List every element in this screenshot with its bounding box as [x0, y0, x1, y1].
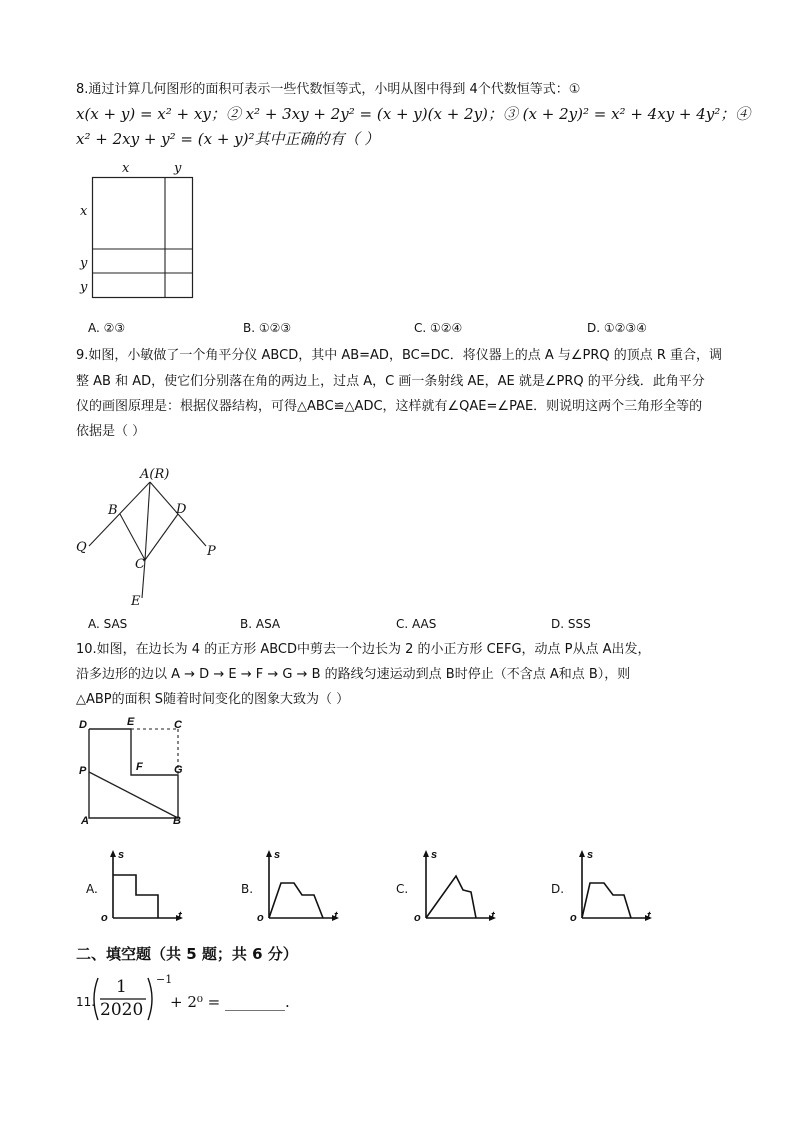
q8-label-left-x: x — [80, 204, 88, 219]
q8-option-a[interactable]: A. ②③ — [88, 321, 126, 335]
q10-graph-b — [256, 850, 341, 925]
q8-option-c[interactable]: C. ①②④ — [414, 321, 463, 335]
q10-graph-c-o: o — [414, 912, 421, 924]
q10-graph-c — [413, 850, 498, 925]
q10-label-e: E — [127, 716, 135, 728]
q8-option-d[interactable]: D. ①②③④ — [587, 321, 647, 335]
q9-label-a: A(R) — [140, 467, 170, 482]
q10-label-g: G — [174, 764, 183, 776]
q9-label-c: C — [135, 557, 145, 572]
q10-label-c: C — [174, 719, 182, 731]
q11-exponent: −1 — [156, 973, 173, 986]
q9-line-4: 依据是（ ） — [76, 424, 146, 439]
q11-right-paren — [146, 977, 156, 1021]
q10-graph-a-s: s — [118, 849, 125, 861]
q8-label-left-y1: y — [80, 256, 88, 271]
q8-label-top-y: y — [174, 161, 182, 176]
q10-line-3: △ABP的面积 S随着时间变化的图象大致为（ ） — [76, 692, 350, 707]
q9-option-d[interactable]: D. SSS — [551, 617, 591, 631]
q9-label-q: Q — [76, 540, 87, 555]
q9-label-d: D — [176, 502, 187, 517]
q8-label-top-x: x — [122, 161, 130, 176]
q8-option-b[interactable]: B. ①②③ — [243, 321, 292, 335]
q10-graph-a — [100, 850, 185, 925]
q10-label-a: A — [81, 815, 89, 827]
q10-graph-a-o: o — [101, 912, 108, 924]
q10-label-b: B — [173, 815, 181, 827]
q11-denominator: 2020 — [100, 1000, 144, 1020]
q10-option-a-label: A. — [86, 882, 98, 896]
q10-label-p: P — [79, 765, 87, 777]
q10-graph-c-t: t — [491, 910, 495, 922]
q9-option-c[interactable]: C. AAS — [396, 617, 437, 631]
q9-label-p: P — [207, 544, 216, 559]
q10-label-d: D — [79, 719, 87, 731]
q9-label-e: E — [131, 594, 141, 609]
q11-left-paren — [90, 977, 100, 1021]
q9-line-2: 整 AB 和 AD，使它们分别落在角的两边上，过点 A，C 画一条射线 AE，AE 就是∠PRQ 的平分线．此角平分 — [76, 374, 705, 389]
q11 — [76, 975, 396, 1025]
q10-option-c-label: C. — [396, 882, 409, 896]
q9-option-b[interactable]: B. ASA — [240, 617, 281, 631]
q9-option-a[interactable]: A. SAS — [88, 617, 128, 631]
q10-graph-b-o: o — [257, 912, 264, 924]
q10-label-f: F — [136, 761, 143, 773]
q10-option-b-label: B. — [241, 882, 254, 896]
q10-graph-a-t: t — [178, 910, 182, 922]
q10-line-2: 沿多边形的边以 A → D → E → F → G → B 的路线匀速运动到点 B时停止（不含点 A和点 B），则 — [76, 667, 631, 682]
q10-graph-b-t: t — [334, 910, 338, 922]
q9-label-b: B — [108, 503, 118, 518]
section-title-fill-in: 二、填空题（共 5 题；共 6 分） — [76, 945, 298, 963]
q10-graph-d-o: o — [570, 912, 577, 924]
q8-label-left-y2: y — [80, 280, 88, 295]
q10-graph-d — [569, 850, 654, 925]
q9-line-1: 9.如图，小敏做了一个角平分仪 ABCD，其中 AB=AD，BC=DC．将仪器上的点 A 与∠PRQ 的顶点 R 重合，调 — [76, 348, 723, 363]
q10-graph-b-s: s — [274, 849, 281, 861]
q10-graph-c-s: s — [431, 849, 438, 861]
q8-line-2: x(x + y) = x² + xy；② x² + 3xy + 2y² = (x + y)(x + 2y)；③ (x + 2y)² = x² + 4xy + 4y²；④ — [76, 105, 751, 123]
q10-option-d-label: D. — [551, 882, 565, 896]
q8-line-1: 8.通过计算几何图形的面积可表示一些代数恒等式，小明从图中得到 4个代数恒等式：① — [76, 82, 581, 97]
q9-line-3: 仪的画图原理是：根据仪器结构，可得△ABC≌△ADC，这样就有∠QAE=∠PAE．则说明这两个三角形全等的 — [76, 399, 703, 414]
q10-line-1: 10.如图，在边长为 4 的正方形 ABCD中剪去一个边长为 2 的小正方形 CEFG，动点 P从点 A出发， — [76, 642, 651, 657]
q11-tail: + 2⁰ = ________. — [170, 993, 290, 1011]
q10-graph-d-s: s — [587, 849, 594, 861]
q10-graph-d-t: t — [647, 910, 651, 922]
q11-numerator: 1 — [116, 977, 127, 997]
q11-number: 11. — [76, 995, 96, 1009]
q8-line-3: x² + 2xy + y² = (x + y)²其中正确的有（ ） — [76, 130, 380, 148]
